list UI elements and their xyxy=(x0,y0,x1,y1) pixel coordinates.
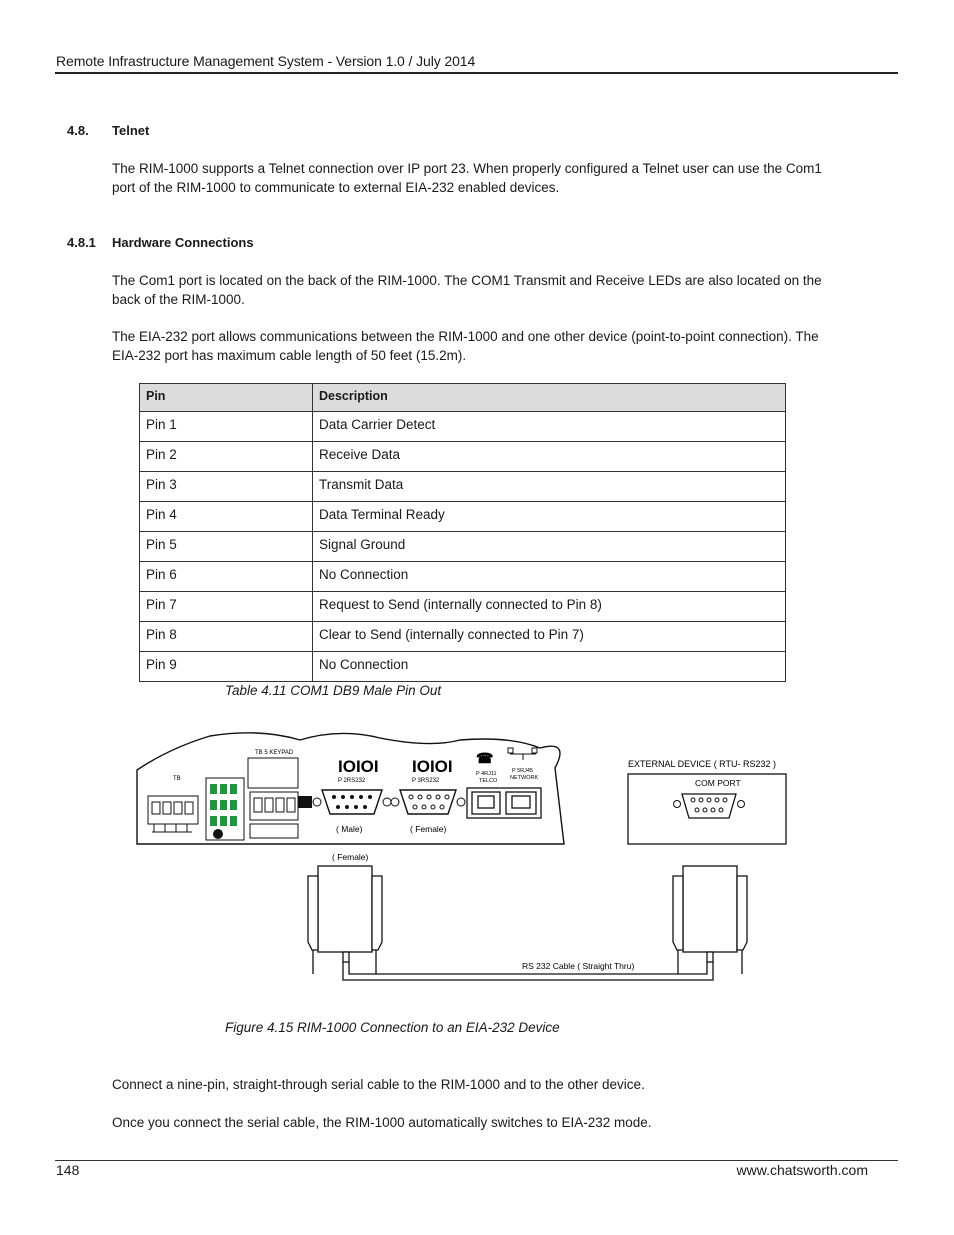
p5-label: P 5RJ45 xyxy=(512,768,533,774)
description-cell: No Connection xyxy=(313,652,786,682)
table-header-row xyxy=(140,384,786,412)
io-logo-1: IOIOI xyxy=(338,757,379,776)
pin-cell: Pin 3 xyxy=(140,472,313,502)
hw-paragraph-2: The EIA-232 port allows communications between the RIM-1000 and one other device (point-to-point connection). The EIA-232 port has maximum cable length of 50 feet (15.2m). xyxy=(112,329,819,363)
table-row xyxy=(140,502,786,532)
table-caption: Table 4.11 COM1 DB9 Male Pin Out xyxy=(225,683,442,698)
p4-label: P 4RJ11 xyxy=(476,771,497,777)
rj-jacks xyxy=(467,788,541,818)
footer-rule xyxy=(55,1160,898,1161)
table-row xyxy=(140,442,786,472)
connection-diagram xyxy=(130,728,800,993)
io-logo-2: IOIOI xyxy=(412,757,453,776)
page-number: 148 xyxy=(56,1162,80,1178)
p3-label: P 3RS232 xyxy=(412,778,440,784)
female-cable-label: ( Female) xyxy=(332,852,369,862)
subsection-title: Hardware Connections xyxy=(112,235,254,250)
ground-screw xyxy=(213,829,223,839)
telco-label: TELCO xyxy=(479,778,498,784)
figure-caption: Figure 4.15 RIM-1000 Connection to an EIA-232 Device xyxy=(225,1020,560,1035)
phone-icon: ☎ xyxy=(476,750,494,766)
com-port-label: COM PORT xyxy=(695,778,741,788)
p2-label: P 2RS232 xyxy=(338,778,366,784)
pin-cell: Pin 4 xyxy=(140,502,313,532)
network-label: NETWORK xyxy=(510,775,539,781)
instruction-paragraph-2: Once you connect the serial cable, the RIM-1000 automatically switches to EIA-232 mode. xyxy=(112,1115,652,1130)
table-row xyxy=(140,532,786,562)
terminal-block-keypad xyxy=(248,758,298,838)
description-cell: Data Terminal Ready xyxy=(313,502,786,532)
description-cell: No Connection xyxy=(313,562,786,592)
table-row xyxy=(140,472,786,502)
description-cell: Signal Ground xyxy=(313,532,786,562)
table-row xyxy=(140,592,786,622)
description-cell: Transmit Data xyxy=(313,472,786,502)
telnet-paragraph: The RIM-1000 supports a Telnet connection over IP port 23. When properly configured a Telnet user can use the Com1 port of the RIM-1000 to communicate to external EIA-232 enabled devices. xyxy=(112,161,822,195)
cable-label: RS 232 Cable ( Straight Thru) xyxy=(522,961,635,971)
section-number: 4.8. xyxy=(67,123,89,138)
cable-connector-right xyxy=(673,866,747,974)
instruction-paragraph-1: Connect a nine-pin, straight-through serial cable to the RIM-1000 and to the other device. xyxy=(112,1077,645,1092)
description-cell: Request to Send (internally connected to Pin 8) xyxy=(313,592,786,622)
table-row xyxy=(140,652,786,682)
tb5-label: TB 5 KEYPAD xyxy=(255,750,294,756)
table-row xyxy=(140,562,786,592)
female-port-label: ( Female) xyxy=(410,824,447,834)
pin-cell: Pin 1 xyxy=(140,412,313,442)
cable-connector-left xyxy=(308,866,382,974)
subsection-number: 4.8.1 xyxy=(67,235,96,250)
pin-cell: Pin 2 xyxy=(140,442,313,472)
running-header: Remote Infrastructure Management System - Version 1.0 / July 2014 xyxy=(56,53,476,69)
pin-cell: Pin 9 xyxy=(140,652,313,682)
pin-cell: Pin 5 xyxy=(140,532,313,562)
pin-table xyxy=(139,383,786,682)
pin-cell: Pin 6 xyxy=(140,562,313,592)
description-cell: Clear to Send (internally connected to Pin 7) xyxy=(313,622,786,652)
description-cell: Data Carrier Detect xyxy=(313,412,786,442)
male-label: ( Male) xyxy=(336,824,363,834)
column-header: Pin xyxy=(140,384,313,412)
dip-switch xyxy=(298,796,312,808)
external-device-label: EXTERNAL DEVICE ( RTU- RS232 ) xyxy=(628,759,777,769)
table-row xyxy=(140,622,786,652)
table-row xyxy=(140,412,786,442)
pin-cell: Pin 8 xyxy=(140,622,313,652)
footer-website-link[interactable]: www.chatsworth.com xyxy=(736,1162,868,1178)
hw-paragraph-1: The Com1 port is located on the back of the RIM-1000. The COM1 Transmit and Receive LEDs are also located on the back of the RIM-1000. xyxy=(112,273,822,307)
pin-cell: Pin 7 xyxy=(140,592,313,622)
tb-label: TB xyxy=(173,776,181,782)
led-block xyxy=(206,778,244,840)
column-header: Description xyxy=(313,384,786,412)
section-title: Telnet xyxy=(112,123,150,138)
description-cell: Receive Data xyxy=(313,442,786,472)
header-rule xyxy=(55,72,898,74)
